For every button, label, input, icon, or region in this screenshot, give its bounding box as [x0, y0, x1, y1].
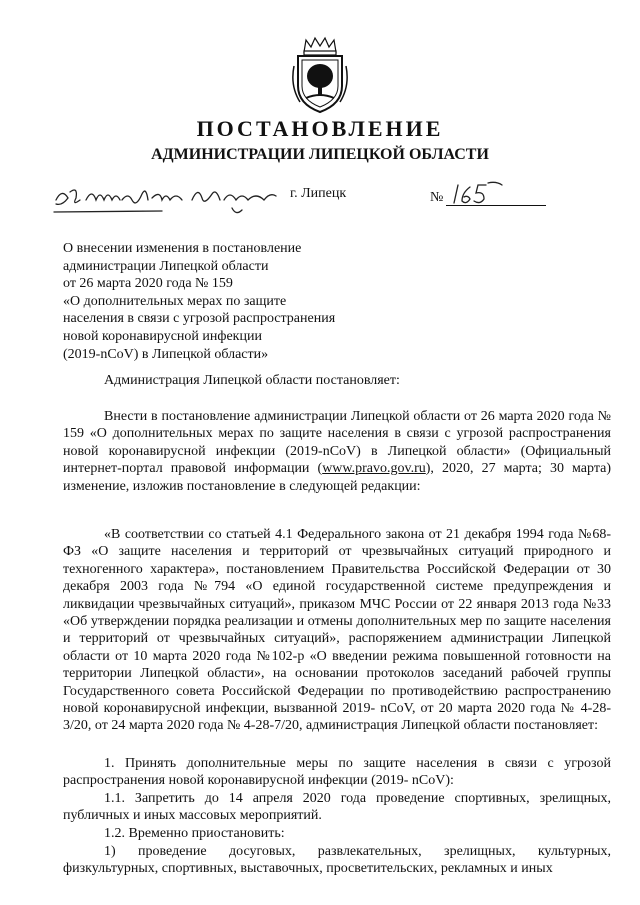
paragraph-amendment [63, 408, 611, 495]
handwritten-date [52, 178, 282, 218]
paragraph-text: Внести в постановление администрации Липецкой области от 26 марта 2020 года № 159 «О дополнительных мерах по защите населения в связи с угрозой распространения новой коронавирусной инфекции (2019-nCoV) в Липецкой области» (Официальный интернет-портал правовой информации ( [63, 409, 611, 477]
subject-line: О внесении изменения в постановление [63, 241, 302, 256]
subject-line: (2019-nCoV) в Липецкой области» [63, 346, 269, 362]
subject-line: администрации Липецкой области [63, 258, 269, 274]
document-title: ПОСТАНОВЛЕНИЕ [196, 116, 444, 141]
city-label: г. Липецк [290, 186, 347, 201]
document-subject [63, 240, 383, 363]
document-subtitle: АДМИНИСТРАЦИИ ЛИПЕЦКОЙ ОБЛАСТИ [151, 146, 489, 163]
paragraph-item-1-1: 1.1. Запретить до 14 апреля 2020 года проведение спортивных, зрелищных, публичных и иных массовых мероприятий. [63, 791, 611, 824]
paragraph-text: ), 2020, 27 марта; 30 марта) изменение, изложив постановление в следующей редакции: [63, 461, 611, 494]
handwritten-number [452, 179, 512, 207]
paragraph-item-1: 1. Принять дополнительные меры по защите населения в связи с угрозой распространения новой коронавирусной инфекции (2019- nCoV): [63, 756, 611, 789]
paragraph-preamble: «В соответствии со статьей 4.1 Федерального закона от 21 декабря 1994 года №68-ФЗ «О защите населения и территорий от чрезвычайных ситуаций природного и техногенного характера», постановлением Правительства Российской Федерации от 30 декабря 2003 года №794 «О единой государственной системе предупреждения и ликвидации чрезвычайных ситуаций», приказом МЧС России от 22 января 2013 года №33 «Об утверждении порядка реализации и отмены дополнительных мер по защите населения и территорий от чрезвычайных ситуаций», распоряжением администрации Липецкой области от 10 марта 2020 года №102-р «О введении режима повышенной готовности на территории Липецкой области», на основании протоколов заседаний рабочей группы Государственного совета Российской Федерации по противодействию распространению новой коронавирусной инфекции, вызванной 2019- nCoV, от 20 марта 2020 года № 4-28-3/20, от 24 марта 2020 года № 4-28-7/20, администрация Липецкой области постановляет: [63, 527, 611, 734]
paragraph-item-1-2: 1.2. Временно приостановить: [104, 826, 285, 841]
intro-statement: Администрация Липецкой области постановляет: [104, 373, 400, 388]
coat-of-arms-emblem [290, 36, 350, 114]
subject-line: населения в связи с угрозой распространения [63, 311, 336, 327]
subject-line: от 26 марта 2020 года № 159 [63, 276, 233, 292]
pravo-gov-link[interactable]: www.pravo.gov.ru [322, 461, 426, 477]
paragraph-item-1-2-1: 1) проведение досуговых, развлекательных, зрелищных, культурных, физкультурных, спортивных, выставочных, просветительских, рекламных и иных [63, 844, 611, 877]
number-label: № [430, 190, 444, 205]
subject-line: новой коронавирусной инфекции [63, 328, 262, 344]
subject-line: «О дополнительных мерах по защите [63, 293, 287, 309]
